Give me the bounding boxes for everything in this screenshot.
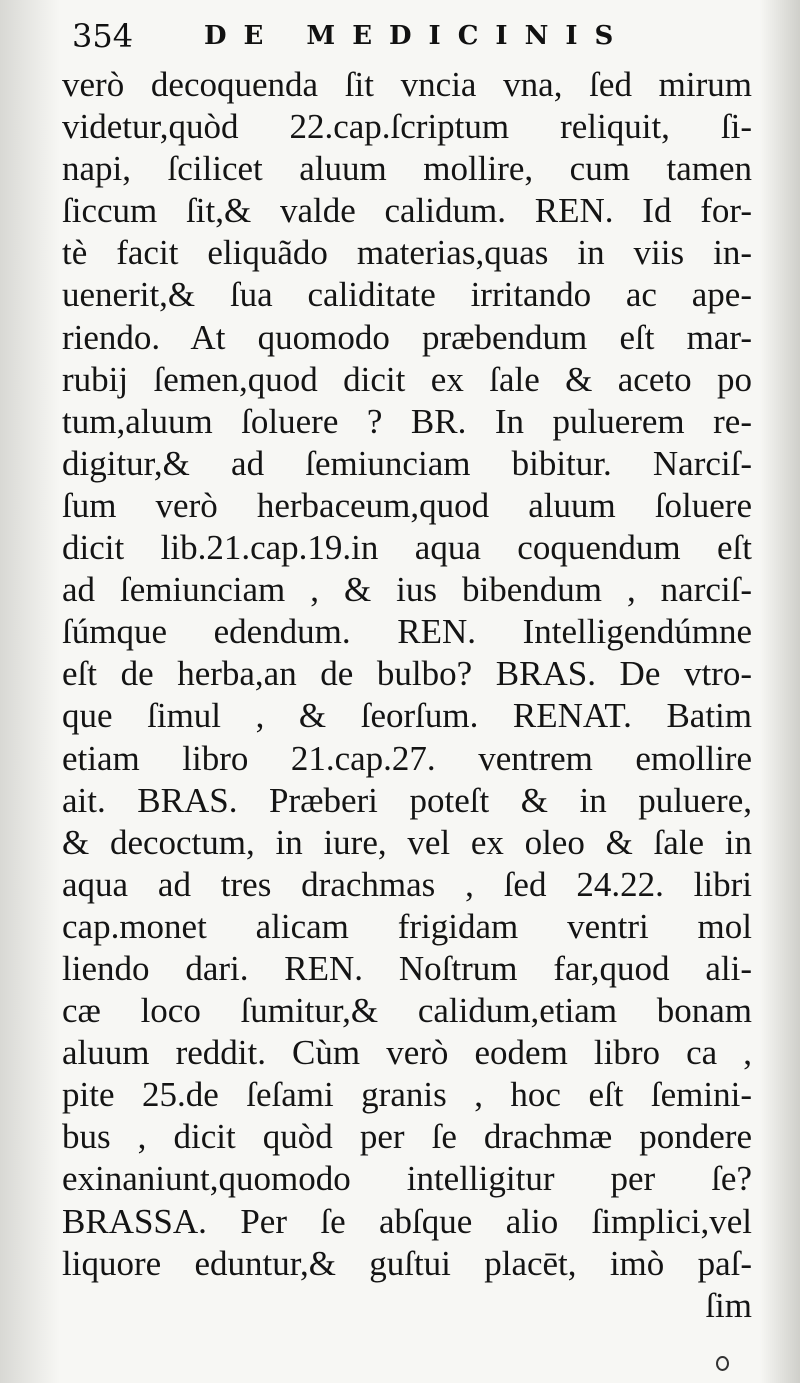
text-line: eſt de herba,an de bulbo? BRAS. De vtro- bbox=[62, 654, 752, 694]
text-line: digitur,& ad ſemiunciam bibitur. Narciſ- bbox=[62, 443, 752, 483]
text-line: cap.monet alicam frigidam ventri mol bbox=[62, 906, 752, 946]
text-line: rubij ſemen,quod dicit ex ſale & aceto po bbox=[62, 359, 752, 399]
text-line: liendo dari. REN. Noſtrum far,quod ali- bbox=[62, 948, 752, 988]
text-line: bus , dicit quòd per ſe drachmæ pondere bbox=[62, 1117, 752, 1157]
text-line: tum,aluum ſoluere ? BR. In puluerem re- bbox=[62, 401, 752, 441]
text-line: dicit lib.21.cap.19.in aqua coquendum eſt bbox=[62, 528, 752, 568]
text-line: riendo. At quomodo præbendum eſt mar- bbox=[62, 317, 752, 357]
catchword: ſim bbox=[705, 1285, 752, 1325]
text-line: liquore eduntur,& guſtui placēt, imò paſ- bbox=[62, 1243, 752, 1283]
text-line: ſiccum ſit,& valde calidum. REN. Id for- bbox=[62, 191, 752, 231]
text-line: BRASSA. Per ſe abſque alio ſimplici,vel bbox=[62, 1201, 752, 1241]
body-text bbox=[62, 64, 752, 1327]
text-line: napi, ſcilicet aluum mollire, cum tamen bbox=[62, 149, 752, 189]
text-line: ſúmque edendum. REN. Intelligendúmne bbox=[62, 612, 752, 652]
text-line: aqua ad tres drachmas , ſed 24.22. libri bbox=[62, 864, 752, 904]
page-number: 354 bbox=[72, 17, 134, 55]
text-line: ait. BRAS. Præberi poteſt & in puluere, bbox=[62, 780, 752, 820]
text-line: pite 25.de ſeſami granis , hoc eſt ſemini- bbox=[62, 1075, 752, 1115]
text-line: cæ loco ſumitur,& calidum,etiam bonam bbox=[62, 991, 752, 1031]
text-line: videtur,quòd 22.cap.ſcriptum reliquit, ſi- bbox=[62, 107, 752, 147]
page-header bbox=[72, 14, 732, 58]
text-line: ſum verò herbaceum,quod aluum ſoluere bbox=[62, 485, 752, 525]
text-line: tè facit eliquãdo materias,quas in viis in- bbox=[62, 233, 752, 273]
text-line: etiam libro 21.cap.27. ventrem emollire bbox=[62, 738, 752, 778]
text-line: que ſimul , & ſeorſum. RENAT. Batim bbox=[62, 696, 752, 736]
running-head: DE MEDICINIS bbox=[204, 21, 631, 51]
text-line: aluum reddit. Cùm verò eodem libro ca , bbox=[62, 1033, 752, 1073]
text-line: verò decoquenda ſit vncia vna, ſed mirum bbox=[62, 65, 752, 104]
page-gutter-shadow bbox=[0, 0, 60, 1383]
ink-mark bbox=[716, 1356, 729, 1371]
text-line: exinaniunt,quomodo intelligitur per ſe? bbox=[62, 1159, 752, 1199]
text-line: & decoctum, in iure, vel ex oleo & ſale in bbox=[62, 822, 752, 862]
text-line: ad ſemiunciam , & ius bibendum , narciſ- bbox=[62, 570, 752, 610]
page-edge-shadow bbox=[760, 0, 800, 1383]
text-line: uenerit,& ſua caliditate irritando ac ape- bbox=[62, 275, 752, 315]
